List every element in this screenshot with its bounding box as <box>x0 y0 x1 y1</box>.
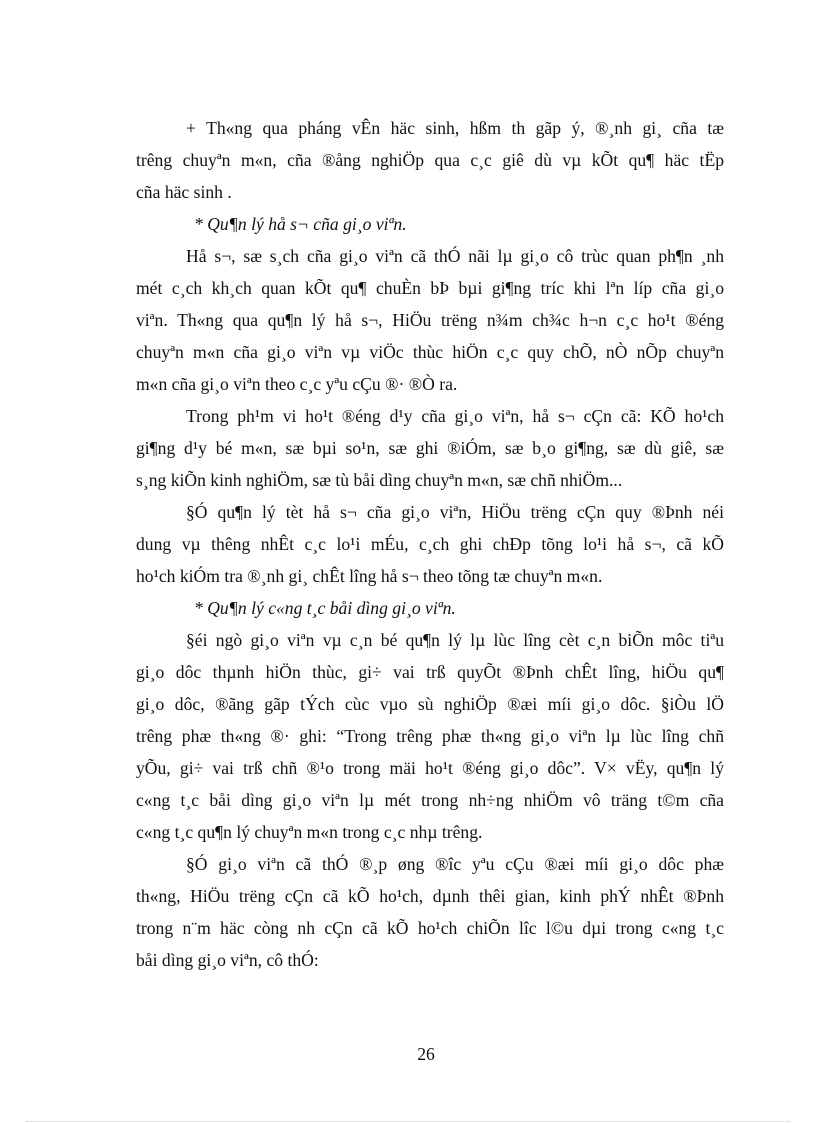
text-line: gi¶ng d¹y bé m«n, sæ bµi so¹n, sæ ghi ®iÓm, sæ b¸o gi¶ng, sæ dù giê, sæ <box>136 438 724 458</box>
footer-divider <box>26 1121 790 1122</box>
text-line: yÕu, gi÷ vai trß chñ ®¹o trong mäi ho¹t ®éng gi¸o dôc”. V× vËy, qu¶n lý <box>136 758 724 778</box>
text-line: §Ó qu¶n lý tèt hå s¬ cña gi¸o viªn, HiÖu trëng cÇn quy ®Þnh néi <box>186 502 724 522</box>
text-line: cña häc sinh . <box>136 182 232 202</box>
section-heading: * Qu¶n lý c«ng t¸c båi dìng gi¸o viªn. <box>194 598 456 618</box>
text-line: + Th«ng qua pháng vÊn häc sinh, hßm th gãp ý, ®¸nh gi¸ cña tæ <box>186 118 724 138</box>
text-line: gi¸o dôc thµnh hiÖn thùc, gi÷ vai trß quyÕt ®Þnh chÊt lîng, hiÖu qu¶ <box>136 662 724 682</box>
text-line: båi dìng gi¸o viªn, cô thÓ: <box>136 950 319 970</box>
text-line: chuyªn m«n cña gi¸o viªn vµ viÖc thùc hiÖn c¸c quy chÕ, nÒ nÕp chuyªn <box>136 342 724 362</box>
text-line: viªn. Th«ng qua qu¶n lý hå s¬, HiÖu trëng n¾m ch¾c h¬n c¸c ho¹t ®éng <box>136 310 724 330</box>
text-line: Hå s¬, sæ s¸ch cña gi¸o viªn cã thÓ nãi lµ gi¸o cô trùc quan ph¶n ¸nh <box>186 246 724 266</box>
document-body <box>136 112 724 976</box>
text-line: Trong ph¹m vi ho¹t ®éng d¹y cña gi¸o viªn, hå s¬ cÇn cã: KÕ ho¹ch <box>186 406 724 426</box>
section-heading: * Qu¶n lý hå s¬ cña gi¸o viªn. <box>194 214 407 234</box>
text-line: m«n cña gi¸o viªn theo c¸c yªu cÇu ®· ®Ò ra. <box>136 374 458 394</box>
text-line: trong n¨m häc còng nh cÇn cã kÕ ho¹ch chiÕn lîc l©u dµi trong c«ng t¸c <box>136 918 724 938</box>
text-line: mét c¸ch kh¸ch quan kÕt qu¶ chuÈn bÞ bµi gi¶ng tríc khi lªn líp cña gi¸o <box>136 278 724 298</box>
text-line: dung vµ thêng nhÊt c¸c lo¹i mÉu, c¸ch ghi chÐp tõng lo¹i hå s¬, cã kÕ <box>136 534 724 554</box>
text-line: trêng phæ th«ng ®· ghi: “Trong trêng phæ th«ng gi¸o viªn lµ lùc lîng chñ <box>136 726 724 746</box>
text-line: trêng chuyªn m«n, cña ®ång nghiÖp qua c¸c giê dù vµ kÕt qu¶ häc tËp <box>136 150 724 170</box>
text-line: s¸ng kiÕn kinh nghiÖm, sæ tù båi dìng chuyªn m«n, sæ chñ nhiÖm... <box>136 470 623 490</box>
text-line: ho¹ch kiÓm tra ®¸nh gi¸ chÊt lîng hå s¬ theo tõng tæ chuyªn m«n. <box>136 566 603 586</box>
page-number: 26 <box>417 1044 435 1064</box>
text-line: gi¸o dôc, ®ãng gãp tÝch cùc vµo sù nghiÖp ®æi míi gi¸o dôc. §iÒu lÖ <box>136 694 724 714</box>
text-line: c«ng t¸c båi dìng gi¸o viªn lµ mét trong nh÷ng nhiÖm vô träng t©m cña <box>136 790 724 810</box>
text-line: §Ó gi¸o viªn cã thÓ ®¸p øng ®îc yªu cÇu ®æi míi gi¸o dôc phæ <box>186 854 724 874</box>
text-line: §éi ngò gi¸o viªn vµ c¸n bé qu¶n lý lµ lùc lîng cèt c¸n biÕn môc tiªu <box>186 630 724 650</box>
text-line: c«ng t¸c qu¶n lý chuyªn m«n trong c¸c nhµ trêng. <box>136 822 483 842</box>
text-line: th«ng, HiÖu trëng cÇn cã kÕ ho¹ch, dµnh thêi gian, kinh phÝ nhÊt ®Þnh <box>136 886 724 906</box>
